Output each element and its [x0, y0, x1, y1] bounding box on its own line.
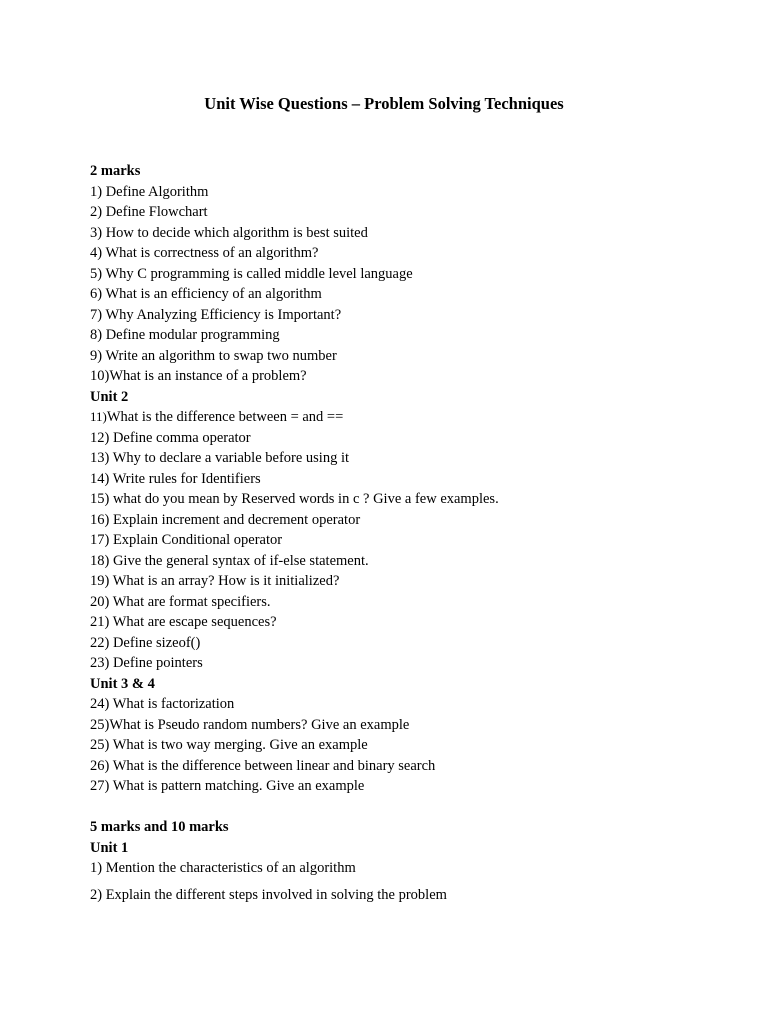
unit-heading-unit-3-4: Unit 3 & 4: [90, 675, 155, 692]
question-item: 1) Mention the characteristics of an algorithm: [90, 860, 356, 876]
question-item: 17) Explain Conditional operator: [90, 532, 283, 548]
question-item: 25) What is two way merging. Give an example: [90, 737, 368, 753]
question-item: 4) What is correctness of an algorithm?: [90, 245, 319, 261]
question-item: 5) Why C programming is called middle level language: [90, 265, 413, 282]
question-item: 3) How to decide which algorithm is best suited: [90, 224, 368, 241]
section-gap: [90, 797, 730, 818]
question-item: 24) What is factorization: [90, 696, 235, 712]
question-text: What is the difference between = and ==: [106, 409, 344, 425]
question-item: 14) Write rules for Identifiers: [90, 470, 261, 487]
question-item: 12) Define comma operator: [90, 429, 251, 446]
question-list: [90, 161, 730, 905]
question-number: 11): [90, 409, 107, 424]
question-item: 7) Why Analyzing Efficiency is Important?: [90, 306, 342, 323]
question-item: 16) Explain increment and decrement operator: [90, 511, 361, 528]
question-item: 27) What is pattern matching. Give an example: [90, 778, 365, 794]
question-item: 23) Define pointers: [90, 655, 203, 671]
question-item: 1) Define Algorithm: [90, 183, 209, 200]
section-heading-5-10-marks: 5 marks and 10 marks: [90, 819, 229, 835]
question-item: 2) Explain the different steps involved in solving the problem: [90, 886, 447, 903]
question-item: 9) Write an algorithm to swap two number: [90, 347, 337, 364]
section-heading-2-marks: 2 marks: [90, 163, 141, 179]
question-item: 15) what do you mean by Reserved words in c ? Give a few examples.: [90, 491, 499, 507]
question-item: 6) What is an efficiency of an algorithm: [90, 286, 322, 302]
question-item: 20) What are format specifiers.: [90, 593, 271, 610]
question-item: 18) Give the general syntax of if-else statement.: [90, 552, 369, 569]
question-item: 22) Define sizeof(): [90, 634, 201, 651]
document-title: Unit Wise Questions – Problem Solving Techniques: [204, 94, 564, 113]
question-item: 8) Define modular programming: [90, 327, 280, 343]
question-item: 19) What is an array? How is it initialized?: [90, 573, 340, 589]
question-item: 25)What is Pseudo random numbers? Give an example: [90, 716, 410, 733]
question-item: 26) What is the difference between linear and binary search: [90, 757, 436, 774]
question-item: 21) What are escape sequences?: [90, 614, 277, 630]
unit-heading-unit-1: Unit 1: [90, 839, 129, 856]
unit-heading-unit-2: Unit 2: [90, 388, 129, 405]
question-item: [90, 407, 730, 428]
question-item: 10)What is an instance of a problem?: [90, 368, 307, 384]
question-item: 13) Why to declare a variable before using it: [90, 450, 350, 466]
question-item: 2) Define Flowchart: [90, 204, 208, 220]
